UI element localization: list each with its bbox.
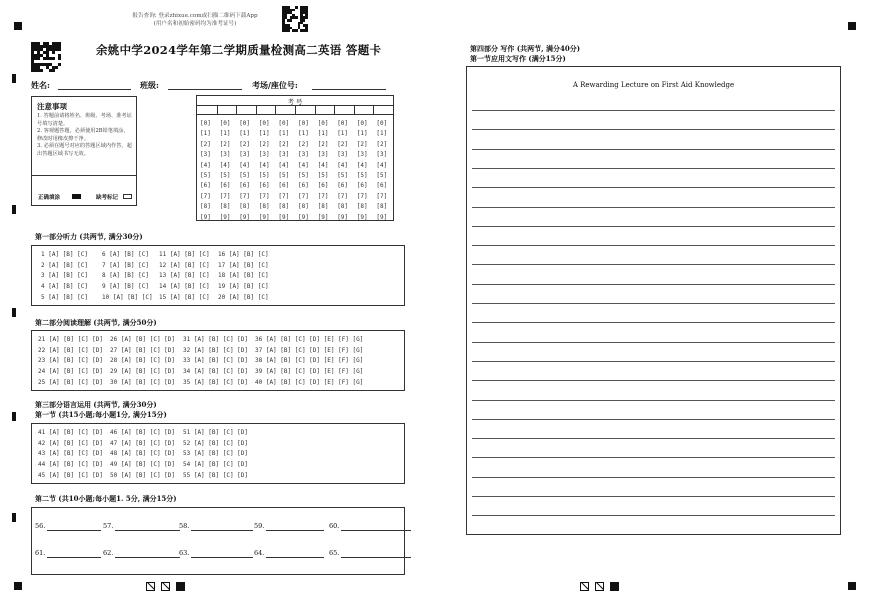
blank-answer-line[interactable]: [191, 557, 253, 558]
essay-writing-line[interactable]: [472, 226, 835, 227]
exam-id-digit-bubble[interactable]: [8]: [356, 203, 368, 211]
exam-id-digit-bubble[interactable]: [9]: [200, 213, 211, 221]
answer-option-row[interactable]: 23 [A] [B] [C] [D]: [38, 357, 104, 365]
essay-writing-line[interactable]: [472, 129, 835, 130]
absent-mark-label: 缺考标记: [96, 195, 119, 201]
answer-option-row[interactable]: 25 [A] [B] [C] [D]: [38, 378, 104, 386]
exam-id-digit-bubble[interactable]: [3]: [376, 151, 388, 159]
essay-writing-line[interactable]: [472, 245, 835, 246]
essay-writing-line[interactable]: [472, 303, 835, 304]
corner-mark-bl: [14, 582, 22, 590]
blank-answer-line[interactable]: [341, 530, 411, 531]
answer-option-row[interactable]: 27 [A] [B] [C] [D]: [110, 346, 176, 354]
answer-option-row[interactable]: 9 [A] [B] [C]: [102, 283, 149, 291]
answer-option-row[interactable]: 16 [A] [B] [C]: [218, 251, 269, 258]
notice-title: 注意事项: [37, 102, 67, 111]
exam-id-digit-bubble[interactable]: [9]: [239, 213, 251, 221]
exam-id-digit-bubble[interactable]: [1]: [239, 130, 251, 138]
qr-module: [305, 16, 308, 19]
exam-id-digit-bubble[interactable]: [9]: [298, 213, 309, 221]
qr-module: [295, 29, 298, 32]
blank-number: 61.: [35, 549, 46, 557]
exam-id-digit-bubble[interactable]: [7]: [200, 192, 211, 200]
exam-id-digit-bubble[interactable]: [3]: [356, 151, 368, 159]
answer-option-row[interactable]: 44 [A] [B] [C] [D]: [38, 461, 104, 469]
answer-option-row[interactable]: 43 [A] [B] [C] [D]: [38, 450, 104, 458]
exam-id-digit-bubble[interactable]: [2]: [298, 140, 309, 148]
qr-module: [40, 69, 43, 72]
essay-writing-line[interactable]: [472, 400, 835, 401]
exam-id-digit-bubble[interactable]: [2]: [376, 140, 388, 148]
blank-answer-line[interactable]: [47, 530, 101, 531]
blank-answer-line[interactable]: [341, 557, 411, 558]
room-seat-label: 考场/座位号:: [252, 80, 298, 90]
exam-id-col-divider: [334, 105, 335, 114]
exam-id-digit-bubble[interactable]: [0]: [219, 120, 231, 127]
essay-title: A Rewarding Lecture on First Aid Knowledge: [572, 81, 735, 89]
exam-id-digit-bubble[interactable]: [0]: [317, 120, 329, 127]
exam-id-col-divider: [275, 105, 276, 114]
exam-id-digit-bubble[interactable]: [1]: [219, 130, 231, 138]
exam-id-digit-bubble[interactable]: [4]: [356, 161, 368, 169]
essay-writing-line[interactable]: [472, 187, 835, 188]
exam-id-grid[interactable]: [196, 95, 394, 221]
exam-id-col-divider: [236, 105, 237, 114]
part3-sec2-answer-box: [31, 507, 405, 575]
exam-id-col-divider: [217, 105, 218, 114]
exam-id-digit-bubble[interactable]: [5]: [337, 172, 349, 179]
answer-option-row[interactable]: 41 [A] [B] [C] [D]: [38, 429, 104, 436]
answer-option-row[interactable]: 15 [A] [B] [C]: [159, 293, 210, 301]
page-mark-box: [146, 582, 155, 591]
answer-option-row[interactable]: 31 [A] [B] [C] [D]: [183, 336, 249, 343]
blank-number: 56.: [35, 522, 46, 530]
answer-option-row[interactable]: 29 [A] [B] [C] [D]: [110, 368, 176, 376]
name-field[interactable]: [58, 89, 131, 90]
qr-module: [58, 57, 61, 60]
answer-option-row[interactable]: 4 [A] [B] [C]: [41, 283, 88, 291]
exam-id-digit-bubble[interactable]: [4]: [337, 161, 349, 169]
exam-id-digit-bubble[interactable]: [4]: [317, 161, 329, 169]
part3-sec2-title: 第二节 (共10小题;每小题1. 5分, 满分15分): [35, 494, 177, 503]
exam-id-digit-bubble[interactable]: [9]: [219, 213, 231, 221]
essay-writing-line[interactable]: [472, 342, 835, 343]
answer-option-row[interactable]: 12 [A] [B] [C]: [159, 261, 210, 269]
qr-module: [52, 69, 55, 72]
answer-option-row[interactable]: 17 [A] [B] [C]: [218, 261, 269, 269]
exam-id-digit-bubble[interactable]: [6]: [298, 182, 309, 190]
exam-id-digit-bubble[interactable]: [2]: [239, 140, 251, 148]
essay-writing-line[interactable]: [472, 168, 835, 169]
exam-id-digit-bubble[interactable]: [0]: [356, 120, 368, 127]
blank-number: 65.: [329, 549, 340, 557]
qr-module: [58, 48, 61, 51]
answer-option-row[interactable]: 47 [A] [B] [C] [D]: [110, 439, 176, 447]
exam-id-digit-bubble[interactable]: [0]: [298, 120, 309, 127]
answer-option-row[interactable]: 52 [A] [B] [C] [D]: [183, 439, 249, 447]
blank-number: 62.: [103, 549, 114, 557]
qr-module: [52, 57, 55, 60]
part3-title: 第三部分语言运用 (共两节, 满分30分): [35, 400, 157, 409]
exam-id-write-divider: [197, 114, 393, 115]
answer-option-row[interactable]: 53 [A] [B] [C] [D]: [183, 450, 249, 458]
exam-id-digit-bubble[interactable]: [8]: [200, 203, 211, 211]
exam-id-digit-bubble[interactable]: [4]: [376, 161, 388, 169]
blank-number: 60.: [329, 522, 340, 530]
notice-divider: [32, 175, 136, 176]
exam-id-col-divider: [315, 105, 316, 114]
qr-module: [287, 29, 290, 32]
exam-id-digit-bubble[interactable]: [3]: [317, 151, 329, 159]
exam-id-digit-bubble[interactable]: [8]: [376, 203, 388, 211]
answer-option-row[interactable]: 21 [A] [B] [C] [D]: [38, 336, 104, 343]
exam-id-digit-bubble[interactable]: [9]: [278, 213, 290, 221]
essay-writing-line[interactable]: [472, 149, 835, 150]
notice-item: 1. 答题前请将姓名、班级、考场、准考证号填写清楚。: [37, 113, 132, 127]
exam-id-col-divider: [295, 105, 296, 114]
answer-option-row[interactable]: 38 [A] [B] [C] [D] [E] [F] [G]: [255, 357, 364, 365]
exam-id-digit-bubble[interactable]: [8]: [298, 203, 309, 211]
answer-option-row[interactable]: 37 [A] [B] [C] [D] [E] [F] [G]: [255, 346, 364, 354]
essay-writing-box[interactable]: [466, 66, 841, 535]
exam-id-digit-bubble[interactable]: [2]: [219, 140, 231, 148]
exam-id-digit-bubble[interactable]: [9]: [258, 213, 270, 221]
class-field[interactable]: [168, 89, 242, 90]
answer-option-row[interactable]: 55 [A] [B] [C] [D]: [183, 471, 249, 479]
part2-answer-box[interactable]: [31, 330, 405, 391]
part4-sec1-title: 第一节应用文写作 (满分15分): [470, 54, 566, 63]
exam-id-digit-bubble[interactable]: [9]: [356, 213, 368, 221]
essay-writing-line[interactable]: [472, 515, 835, 516]
exam-id-digit-bubble[interactable]: [5]: [317, 172, 329, 179]
page-mark-box: [595, 582, 604, 591]
blank-answer-line[interactable]: [191, 530, 253, 531]
exam-id-col-divider: [373, 105, 374, 114]
page-title: 余姚中学2024学年第二学期质量检测高二英语 答题卡: [96, 43, 382, 57]
report-query-line1: 报告查询: 登录zhixue.com或扫描二维码下载App: [132, 13, 258, 19]
exam-id-digit-bubble[interactable]: [4]: [239, 161, 251, 169]
notice-box: [31, 96, 137, 206]
blank-answer-line[interactable]: [266, 530, 324, 531]
qr-code-left: [31, 42, 61, 72]
answer-option-row[interactable]: 36 [A] [B] [C] [D] [E] [F] [G]: [255, 336, 364, 343]
answer-option-row[interactable]: 54 [A] [B] [C] [D]: [183, 461, 249, 469]
notice-item: 2. 客观题答题，必须使用2B铅笔填涂，修改时用橡皮擦干净。: [37, 128, 129, 142]
name-label: 姓名:: [31, 80, 50, 90]
exam-id-digit-bubble[interactable]: [6]: [278, 182, 290, 190]
exam-id-digit-bubble[interactable]: [8]: [337, 203, 349, 211]
exam-id-digit-bubble[interactable]: [4]: [258, 161, 270, 169]
exam-id-digit-bubble[interactable]: [3]: [200, 151, 211, 159]
notice-item: 3. 必须在题号对应的答题区域内作答，超出答题区域书写无效。: [37, 143, 132, 157]
exam-id-digit-bubble[interactable]: [2]: [317, 140, 329, 148]
correct-fill-label: 正确填涂: [38, 195, 61, 201]
answer-option-row[interactable]: 33 [A] [B] [C] [D]: [183, 357, 249, 365]
page-mark-solid: [176, 582, 185, 591]
answer-option-row[interactable]: 46 [A] [B] [C] [D]: [110, 429, 176, 436]
exam-id-digit-bubble[interactable]: [1]: [298, 130, 309, 138]
exam-id-digit-bubble[interactable]: [5]: [278, 172, 290, 179]
exam-id-digit-bubble[interactable]: [2]: [258, 140, 270, 148]
page-mark-solid: [610, 582, 619, 591]
answer-option-row[interactable]: 50 [A] [B] [C] [D]: [110, 471, 176, 479]
exam-id-digit-bubble[interactable]: [4]: [278, 161, 290, 169]
answer-option-row[interactable]: 14 [A] [B] [C]: [159, 283, 210, 291]
blank-number: 59.: [254, 522, 265, 530]
answer-option-row[interactable]: 1 [A] [B] [C]: [41, 251, 88, 258]
exam-id-digit-bubble[interactable]: [7]: [239, 192, 251, 200]
exam-id-digit-bubble[interactable]: [7]: [376, 192, 388, 200]
qr-module: [37, 57, 40, 60]
answer-option-row[interactable]: 42 [A] [B] [C] [D]: [38, 439, 104, 447]
qr-module: [295, 16, 298, 19]
blank-number: 57.: [103, 522, 114, 530]
exam-id-digit-bubble[interactable]: [6]: [356, 182, 368, 190]
answer-option-row[interactable]: 7 [A] [B] [C]: [102, 261, 149, 269]
exam-id-digit-bubble[interactable]: [2]: [278, 140, 290, 148]
part3-sec1-answer-box[interactable]: [31, 423, 405, 484]
answer-option-row[interactable]: 3 [A] [B] [C]: [41, 272, 88, 280]
answer-option-row[interactable]: 39 [A] [B] [C] [D] [E] [F] [G]: [255, 368, 364, 376]
blank-number: 63.: [179, 549, 190, 557]
answer-option-row[interactable]: 20 [A] [B] [C]: [218, 293, 269, 301]
corner-mark-br: [848, 582, 856, 590]
essay-writing-line[interactable]: [472, 496, 835, 497]
exam-id-digit-bubble[interactable]: [5]: [239, 172, 251, 179]
essay-writing-line[interactable]: [472, 380, 835, 381]
exam-id-digit-bubble[interactable]: [0]: [239, 120, 251, 127]
exam-id-digit-bubble[interactable]: [7]: [356, 192, 368, 200]
exam-id-digit-bubble[interactable]: [3]: [258, 151, 270, 159]
exam-id-digit-bubble[interactable]: [6]: [200, 182, 211, 190]
part2-title: 第二部分阅读理解 (共两节, 满分50分): [35, 318, 157, 327]
answer-option-row[interactable]: 22 [A] [B] [C] [D]: [38, 346, 104, 354]
timing-mark: [12, 205, 16, 214]
essay-writing-line[interactable]: [472, 284, 835, 285]
part3-sec1-title: 第一节 (共15小题;每小题1分, 满分15分): [35, 410, 167, 419]
exam-id-digit-bubble[interactable]: [0]: [258, 120, 270, 127]
exam-id-digit-bubble[interactable]: [1]: [376, 130, 388, 138]
answer-option-row[interactable]: 13 [A] [B] [C]: [159, 272, 210, 280]
answer-option-row[interactable]: 6 [A] [B] [C]: [102, 251, 149, 258]
blank-answer-line[interactable]: [47, 557, 101, 558]
essay-writing-line[interactable]: [472, 361, 835, 362]
answer-option-row[interactable]: 26 [A] [B] [C] [D]: [110, 336, 176, 343]
exam-id-digit-bubble[interactable]: [3]: [298, 151, 309, 159]
exam-id-digit-bubble[interactable]: [3]: [239, 151, 251, 159]
correct-fill-sample: [72, 194, 81, 199]
answer-option-row[interactable]: 48 [A] [B] [C] [D]: [110, 450, 176, 458]
qr-module: [58, 63, 61, 66]
exam-id-col-divider: [256, 105, 257, 114]
exam-id-digit-bubble[interactable]: [8]: [239, 203, 251, 211]
corner-mark-tl: [14, 22, 22, 30]
page-mark-box: [161, 582, 170, 591]
exam-id-digit-bubble[interactable]: [6]: [239, 182, 251, 190]
exam-id-digit-bubble[interactable]: [5]: [258, 172, 270, 179]
answer-option-row[interactable]: 35 [A] [B] [C] [D]: [183, 378, 249, 386]
exam-id-digit-bubble[interactable]: [6]: [258, 182, 270, 190]
timing-mark: [12, 412, 16, 421]
qr-module: [55, 66, 58, 69]
exam-id-digit-bubble[interactable]: [2]: [337, 140, 349, 148]
exam-id-digit-bubble[interactable]: [8]: [219, 203, 231, 211]
answer-option-row[interactable]: 32 [A] [B] [C] [D]: [183, 346, 249, 354]
exam-id-digit-bubble[interactable]: [3]: [278, 151, 290, 159]
exam-id-digit-bubble[interactable]: [8]: [278, 203, 290, 211]
timing-mark: [12, 74, 16, 83]
exam-id-digit-bubble[interactable]: [2]: [356, 140, 368, 148]
essay-writing-line[interactable]: [472, 110, 835, 111]
part1-title: 第一部分听力 (共两节, 满分30分): [35, 232, 143, 241]
answer-option-row[interactable]: 28 [A] [B] [C] [D]: [110, 357, 176, 365]
corner-mark-tr: [848, 22, 856, 30]
exam-id-digit-bubble[interactable]: [5]: [219, 172, 231, 179]
exam-id-digit-bubble[interactable]: [8]: [317, 203, 329, 211]
exam-id-digit-bubble[interactable]: [4]: [200, 161, 211, 169]
exam-id-digit-bubble[interactable]: [5]: [298, 172, 309, 179]
answer-option-row[interactable]: 49 [A] [B] [C] [D]: [110, 461, 176, 469]
exam-id-digit-bubble[interactable]: [5]: [356, 172, 368, 179]
answer-option-row[interactable]: 18 [A] [B] [C]: [218, 272, 269, 280]
blank-number: 58.: [179, 522, 190, 530]
exam-id-digit-bubble[interactable]: [1]: [258, 130, 270, 138]
exam-id-digit-bubble[interactable]: [7]: [219, 192, 231, 200]
exam-id-digit-bubble[interactable]: [7]: [317, 192, 329, 200]
exam-id-digit-bubble[interactable]: [6]: [376, 182, 388, 190]
exam-id-digit-bubble[interactable]: [0]: [337, 120, 349, 127]
exam-id-header: 考 号: [287, 98, 303, 106]
exam-id-digit-bubble[interactable]: [3]: [219, 151, 231, 159]
essay-writing-line[interactable]: [472, 457, 835, 458]
essay-writing-line[interactable]: [472, 477, 835, 478]
answer-option-row[interactable]: 45 [A] [B] [C] [D]: [38, 471, 104, 479]
absent-mark-box[interactable]: [123, 194, 132, 199]
answer-option-row[interactable]: 51 [A] [B] [C] [D]: [183, 429, 249, 436]
part4-title: 第四部分 写作 (共两节, 满分40分): [470, 44, 581, 53]
exam-id-digit-bubble[interactable]: [4]: [298, 161, 309, 169]
report-query-line2: (用户名和初始密码均为准考证号): [153, 21, 237, 27]
exam-id-digit-bubble[interactable]: [9]: [317, 213, 329, 221]
answer-option-row[interactable]: 19 [A] [B] [C]: [218, 283, 269, 291]
exam-id-digit-bubble[interactable]: [4]: [219, 161, 231, 169]
answer-option-row[interactable]: 30 [A] [B] [C] [D]: [110, 378, 176, 386]
timing-mark: [12, 308, 16, 317]
exam-id-digit-bubble[interactable]: [7]: [298, 192, 309, 200]
exam-id-digit-bubble[interactable]: [1]: [317, 130, 329, 138]
essay-writing-line[interactable]: [472, 419, 835, 420]
blank-answer-line[interactable]: [115, 530, 180, 531]
qr-module: [292, 9, 295, 12]
exam-id-digit-bubble[interactable]: [8]: [258, 203, 270, 211]
exam-id-digit-bubble[interactable]: [9]: [337, 213, 349, 221]
qr-module: [290, 19, 293, 22]
answer-option-row[interactable]: 8 [A] [B] [C]: [102, 272, 149, 280]
exam-id-digit-bubble[interactable]: [6]: [317, 182, 329, 190]
answer-option-row[interactable]: 24 [A] [B] [C] [D]: [38, 368, 104, 376]
essay-writing-line[interactable]: [472, 264, 835, 265]
qr-module: [305, 29, 308, 32]
answer-option-row[interactable]: 2 [A] [B] [C]: [41, 261, 88, 269]
exam-id-digit-bubble[interactable]: [0]: [278, 120, 290, 127]
report-query-note: [110, 12, 280, 28]
exam-id-digit-bubble[interactable]: [1]: [337, 130, 349, 138]
exam-id-digit-bubble[interactable]: [0]: [376, 120, 388, 127]
exam-id-col-divider: [354, 105, 355, 114]
exam-id-digit-bubble[interactable]: [6]: [337, 182, 349, 190]
exam-id-digit-bubble[interactable]: [0]: [200, 120, 211, 127]
answer-option-row[interactable]: 5 [A] [B] [C]: [41, 293, 88, 301]
exam-id-digit-bubble[interactable]: [7]: [258, 192, 270, 200]
notice-list: [37, 113, 133, 159]
page-mark-box: [580, 582, 589, 591]
answer-option-row[interactable]: 40 [A] [B] [C] [D] [E] [F] [G]: [255, 378, 364, 386]
qr-module: [303, 19, 306, 22]
exam-id-digit-bubble[interactable]: [7]: [337, 192, 349, 200]
exam-id-digit-bubble[interactable]: [9]: [376, 213, 388, 221]
exam-id-digit-bubble[interactable]: [5]: [376, 172, 388, 179]
blank-answer-line[interactable]: [115, 557, 180, 558]
class-label: 班级:: [140, 80, 159, 90]
exam-id-digit-bubble[interactable]: [1]: [356, 130, 368, 138]
qr-module: [295, 6, 298, 9]
exam-id-digit-bubble[interactable]: [2]: [200, 140, 211, 148]
exam-id-digit-bubble[interactable]: [7]: [278, 192, 290, 200]
part1-answer-box[interactable]: [31, 245, 405, 306]
answer-option-row[interactable]: 10 [A] [B] [C]: [102, 293, 153, 301]
essay-writing-line[interactable]: [472, 207, 835, 208]
exam-id-digit-bubble[interactable]: [1]: [200, 130, 211, 138]
answer-option-row[interactable]: 34 [A] [B] [C] [D]: [183, 368, 249, 376]
essay-writing-line[interactable]: [472, 322, 835, 323]
exam-id-digit-bubble[interactable]: [5]: [200, 172, 211, 179]
exam-id-digit-bubble[interactable]: [3]: [337, 151, 349, 159]
qr-code-top: [282, 6, 308, 32]
blank-answer-line[interactable]: [266, 557, 324, 558]
answer-option-row[interactable]: 11 [A] [B] [C]: [159, 251, 210, 258]
room-seat-field[interactable]: [312, 89, 386, 90]
qr-module: [52, 51, 55, 54]
timing-mark: [12, 513, 16, 522]
essay-writing-line[interactable]: [472, 438, 835, 439]
exam-id-digit-bubble[interactable]: [6]: [219, 182, 231, 190]
blank-number: 64.: [254, 549, 265, 557]
exam-id-digit-bubble[interactable]: [1]: [278, 130, 290, 138]
